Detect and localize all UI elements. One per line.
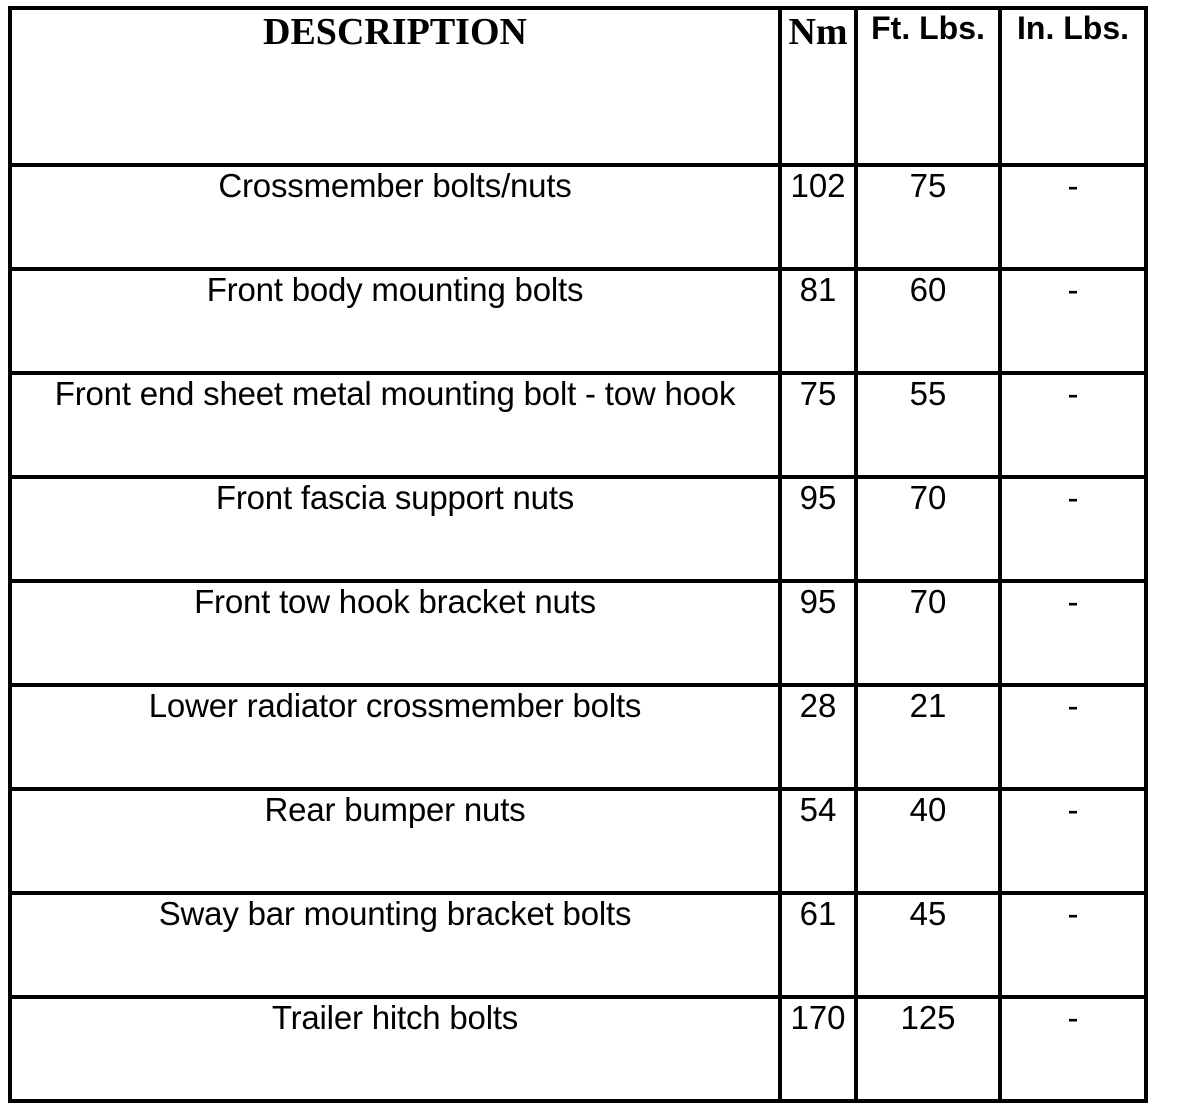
cell-ft-lbs: 55 xyxy=(856,373,1000,477)
cell-description: Front fascia support nuts xyxy=(10,477,780,581)
cell-description: Sway bar mounting bracket bolts xyxy=(10,893,780,997)
cell-description: Lower radiator crossmember bolts xyxy=(10,685,780,789)
cell-ft-lbs: 60 xyxy=(856,269,1000,373)
table-row xyxy=(10,165,1146,269)
cell-nm: 95 xyxy=(780,581,856,685)
table-row xyxy=(10,373,1146,477)
torque-spec-table xyxy=(8,6,1148,1103)
cell-in-lbs: - xyxy=(1000,997,1146,1101)
cell-in-lbs: - xyxy=(1000,269,1146,373)
cell-ft-lbs: 75 xyxy=(856,165,1000,269)
cell-description: Crossmember bolts/nuts xyxy=(10,165,780,269)
cell-nm: 81 xyxy=(780,269,856,373)
cell-description: Front tow hook bracket nuts xyxy=(10,581,780,685)
cell-in-lbs: - xyxy=(1000,893,1146,997)
cell-ft-lbs: 70 xyxy=(856,581,1000,685)
cell-nm: 54 xyxy=(780,789,856,893)
cell-description: Front end sheet metal mounting bolt - tow hook xyxy=(10,373,780,477)
table-row xyxy=(10,997,1146,1101)
header-description: DESCRIPTION xyxy=(10,8,780,165)
header-in-lbs: In. Lbs. xyxy=(1000,8,1146,165)
cell-nm: 102 xyxy=(780,165,856,269)
table-row xyxy=(10,269,1146,373)
cell-in-lbs: - xyxy=(1000,477,1146,581)
cell-in-lbs: - xyxy=(1000,581,1146,685)
cell-nm: 61 xyxy=(780,893,856,997)
header-ft-lbs: Ft. Lbs. xyxy=(856,8,1000,165)
cell-ft-lbs: 40 xyxy=(856,789,1000,893)
cell-ft-lbs: 21 xyxy=(856,685,1000,789)
table-row xyxy=(10,893,1146,997)
table-row xyxy=(10,581,1146,685)
table-row xyxy=(10,789,1146,893)
cell-nm: 170 xyxy=(780,997,856,1101)
table-header-row xyxy=(10,8,1146,165)
cell-in-lbs: - xyxy=(1000,789,1146,893)
header-nm: Nm xyxy=(780,8,856,165)
cell-description: Front body mounting bolts xyxy=(10,269,780,373)
cell-in-lbs: - xyxy=(1000,685,1146,789)
cell-ft-lbs: 45 xyxy=(856,893,1000,997)
table-row xyxy=(10,685,1146,789)
cell-description: Trailer hitch bolts xyxy=(10,997,780,1101)
cell-nm: 75 xyxy=(780,373,856,477)
cell-ft-lbs: 70 xyxy=(856,477,1000,581)
cell-description: Rear bumper nuts xyxy=(10,789,780,893)
cell-in-lbs: - xyxy=(1000,373,1146,477)
cell-in-lbs: - xyxy=(1000,165,1146,269)
table-row xyxy=(10,477,1146,581)
cell-nm: 95 xyxy=(780,477,856,581)
cell-nm: 28 xyxy=(780,685,856,789)
cell-ft-lbs: 125 xyxy=(856,997,1000,1101)
